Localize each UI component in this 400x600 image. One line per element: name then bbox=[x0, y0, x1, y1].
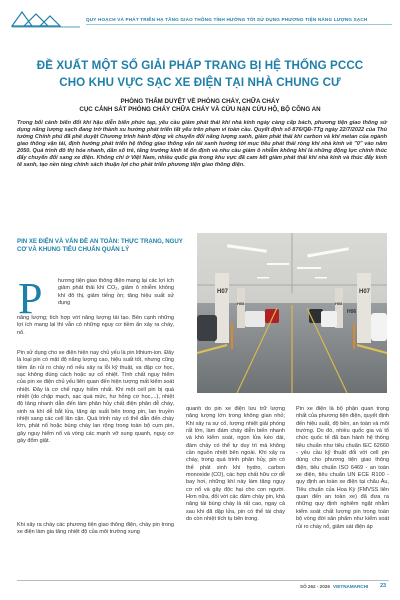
section-header: QUY HOẠCH VÀ PHÁT TRIỂN HẠ TẦNG GIAO THÔNG TÍNH HƯỚNG TỚI SỬ DỤNG PHƯƠNG TIỆN NĂNG LƯỢNG SẠCH bbox=[86, 17, 368, 22]
author-affiliation-1: PHÒNG THẨM DUYỆT VỀ PHÒNG CHÁY, CHỮA CHÁY bbox=[120, 98, 280, 105]
drop-cap: P bbox=[18, 274, 43, 323]
paragraph-5: Pin xe điện là bộ phận quan trọng nhất của phương tiện điện, quyết định đến hiệu suất, độ bền, an toàn và môi trường. Do đó, nhiều quốc gia và tổ chức quốc tế đã ban hành hệ thống tiêu chuẩn như tiêu chuẩn IEC 62660 - yêu cầu kỹ thuật đối với cell pin dùng cho phương tiện giao thông điện, tiêu chuẩn ISO 6469 - an toàn xe điện, tiêu chuẩn UN ECE R100 - quy định an toàn xe điện tại châu Âu, Tiêu chuẩn của Hoa Kỳ (FMVSS liên quan đến an toàn xe) đã đưa ra những quy định nghiêm ngặt nhằm kiểm soát chất lượng pin trong toàn bộ vòng đời sản phẩm như kiểm soát rủi ro cháy nổ, giảm sát điện áp bbox=[296, 406, 389, 530]
paragraph-1-rest: năng lượng; tích hợp với năng lượng tái tạo. Bên cạnh những lợi ích mang lại thì vẫn có những nguy cơ tiềm ẩn xảy ra cháy, nổ. bbox=[17, 315, 174, 336]
paragraph-1-lead: hương tiện giao thông điện mang lại các lợi ích giảm phát thải khí CO₂, giảm ô nhiễm không khí đô thị, giảm tiếng ồn; tăng hiệu suất sử dụng bbox=[58, 278, 174, 307]
article-title-line2: CHO KHU VỰC SẠC XE ĐIỆN TẠI NHÀ CHUNG CƯ bbox=[59, 76, 341, 89]
pillar-label: H08 bbox=[237, 301, 245, 306]
magazine-logo bbox=[10, 8, 82, 30]
pillar-label: H08 bbox=[335, 301, 343, 306]
paragraph-4: quanh do pin xe điện lưu trữ lượng năng lượng lớn trong không gian nhỏ; Khi xảy ra sự cố, lượng nhiệt giải phóng rất lớn, làm đám cháy diễn biến nhanh và khó kiểm soát, ngọn lửa kéo dài, đám cháy có thể tự duy trì mà không cần nguồn nhiệt bên ngoài. Khi xảy ra cháy, trong quá trình phân hủy, pin có thể phát sinh khí hydro, carbon monoxide (CO), các hợp chất hữu cơ dễ bay hơi, những khí này làm tăng nguy cơ nổ và gây độc hại cho con người. Hơn nữa, đối với các đám cháy pin, khả năng tái bùng cháy là rất cao, ngay cả sau khi đã dập lửa, pin có thể tái cháy do còn nhiệt tích tụ bên trong. bbox=[186, 406, 285, 523]
author-affiliation-2: CỤC CẢNH SÁT PHÒNG CHÁY CHỮA CHÁY VÀ CỨU NẠN CỨU HỘ, BỘ CÔNG AN bbox=[79, 106, 321, 113]
page-number: 23 bbox=[380, 583, 387, 589]
issue-number: SỐ 262 - 2026 bbox=[300, 584, 330, 589]
pillar-label: H06 bbox=[347, 309, 357, 315]
paragraph-2: Pin sử dụng cho xe điện hiện nay chủ yếu là pin lithium-ion. Đây là loại pin có mật độ năng lượng cao, hiệu suất tốt, nhưng cũng tiềm ẩn rủi ro cháy nổ nếu xảy ra lỗi kỹ thuật, va đập cơ học, sạc không đúng cách hoặc sự cố nhiệt. Tình chất nguy hiểm của pin xe điện chủ yếu liên quan đến hiện tượng mất kiểm soát nhiệt. Đây là cơ chế nguy hiểm nhất. Khi một cell pin bị quá nhiệt (do chập mạch, sạc quá mức, hư hỏng cơ học,...), nhiệt độ tăng nhanh dẫn đến làm phân hủy chất điện phân dễ cháy, sinh ra khí dễ bắt lửa, tăng áp suất bên trong pin, lan truyền nhiệt sang các cell lân cận. Quá trình này có thể dẫn đến cháy lớn, phát nổ hoặc bùng cháy lan rộng trong toàn bộ cụm pin, gây nguy hiểm nổ và vòng các mạnh vỡ xung quanh, nguy cơ gây đổm giật. bbox=[17, 350, 174, 445]
article-abstract: Trong bối cảnh biến đổi khí hậu diễn biến phức tạp, yêu cầu giảm phát thải khí nhà kính ngày càng cấp bách, phương tiện giao thông sử dụng năng lượng sạch đang trở thành xu hướng phát triển tất yếu trên phạm vi toàn cầu. Quyết định số 876/QĐ-TTg ngày 22/7/2022 của Thủ tướng Chính phủ đã phê duyệt Chương trình hành động về chuyển đổi năng lượng xanh, giảm phát thải khí carbon và khí metan của ngành giao thông vận tải, định hướng phát triển hệ thống giao thông vận tải xanh hướng tới mục tiêu phát thải ròng khí nhà kính về "0" vào năm 2050. Quá trình đô thị hóa nhanh, dân số trẻ, tăng trưởng kinh tế ổn định và nhu cầu giảm ô nhiễm không khí là những động lực chính thúc đẩy chuyển đổi sang xe điện. Không chỉ ở Việt Nam, nhiều quốc gia trong khu vực đã cam kết giảm phát thải khí nhà kính và thúc đẩy kinh tế xanh, tạo nền tảng chính sách thuận lợi cho phát triển phương tiện giao thông điện. bbox=[17, 120, 387, 169]
article-title-line1: ĐỀ XUẤT MỘT SỐ GIẢI PHÁP TRANG BỊ HỆ THỐNG PCCC bbox=[36, 59, 364, 72]
pillar-label: H07 bbox=[217, 289, 229, 295]
paragraph-3: Khi xảy ra cháy các phương tiện giao thông điện, cháy pin trong xe điện làm gia tăng nhiệt độ của môi trường xung bbox=[17, 522, 174, 536]
footer-divider bbox=[17, 580, 389, 581]
header-divider bbox=[86, 24, 392, 25]
pillar-label: H07 bbox=[359, 289, 371, 295]
magazine-brand: VIETNAMARCHI bbox=[333, 584, 369, 589]
section-heading: PIN XE ĐIỆN VÀ VẤN ĐỀ AN TOÀN: THỰC TRẠNG, NGUY CƠ VÀ KHUNG TIÊU CHUẨN QUẢN LÝ bbox=[17, 238, 183, 254]
parking-garage-photo bbox=[197, 233, 387, 393]
